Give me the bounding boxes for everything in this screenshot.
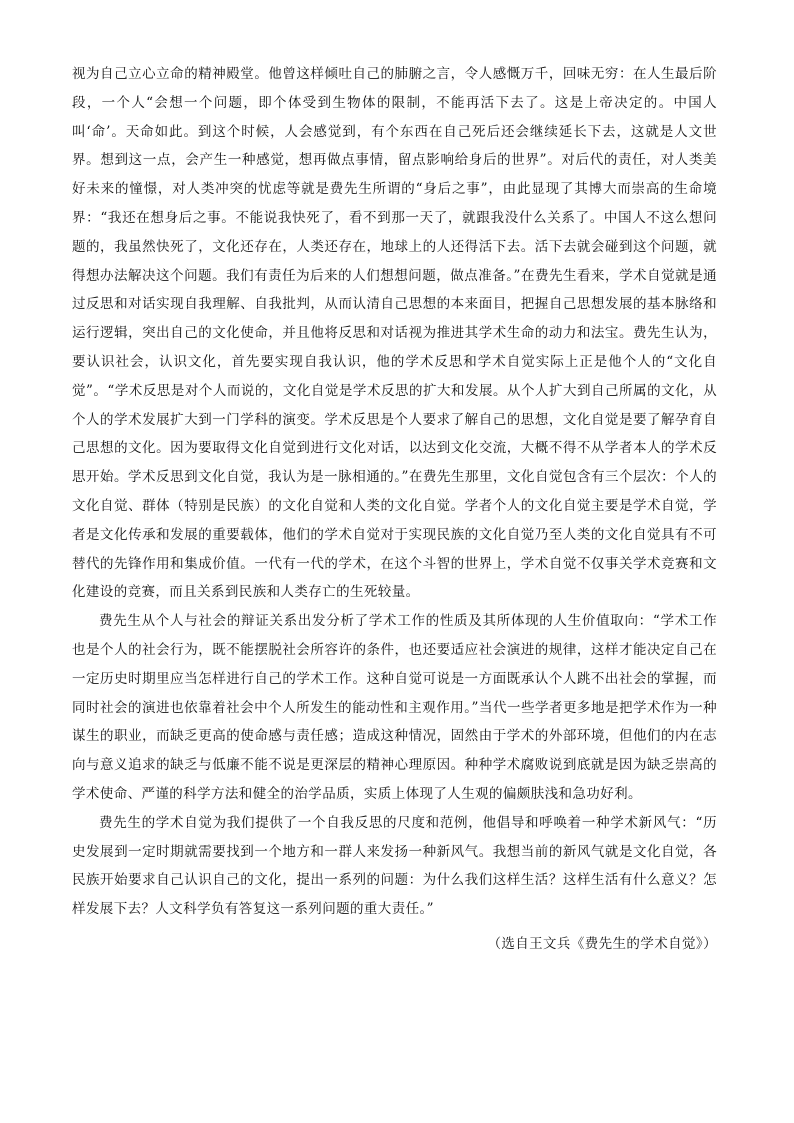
source-citation: （选自王文兵《费先生的学术自觉》） (487, 935, 717, 952)
document-page (72, 60, 717, 959)
paragraph-2: 费先生从个人与社会的辩证关系出发分析了学术工作的性质及其所体现的人生价值取向：“学术工作也是个人的社会行为，既不能摆脱社会所容许的条件，也还要适应社会演进的规律，这样才能决定自己在一定历史时期里应当怎样进行自己的学术工作。这种自觉可说是一方面既承认个人跳不出社会的掌握，而同时社会的演进也依靠着社会中个人所发生的能动性和主观作用。”当代一些学者更多地是把学术作为一种谋生的职业，而缺乏更高的使命感与责任感；造成这种情况，固然由于学术的外部环境，但他们的内在志向与意义追求的缺乏与低廉不能不说是更深层的精神心理原因。种种学术腐败说到底就是因为缺乏崇高的学术使命、严谨的科学方法和健全的治学品质，实质上体现了人生观的偏颇肤浅和急功好利。 (72, 613, 718, 802)
paragraph-3: 费先生的学术自觉为我们提供了一个自我反思的尺度和范例，他倡导和呼唤着一种学术新风气：“历史发展到一定时期就需要找到一个地方和一群人来发扬一种新风气。我想当前的新风气就是文化自觉，各民族开始要求自己认识自己的文化，提出一系列的问题：为什么我们这样生活？这样生活有什么意义？怎样发展下去？人文科学负有答复这一系列问题的重大责任。” (72, 814, 717, 918)
paragraph-1: 视为自己立心立命的精神殿堂。他曾这样倾吐自己的肺腑之言，令人感慨万千，回味无穷：在人生最后阶段，一个人“会想一个问题，即个体受到生物体的限制，不能再活下去了。这是上帝决定的。中国人叫‘命’。天命如此。到这个时候，人会感觉到，有个东西在自己死后还会继续延长下去，这就是人文世界。想到这一点，会产生一种感觉，想再做点事情，留点影响给身后的世界”。对后代的责任，对人类美好未来的憧憬，对人类冲突的忧虑等就是费先生所谓的“身后之事”，由此显现了其博大而崇高的生命境界：“我还在想身后之事。不能说我快死了，看不到那一天了，就跟我没什么关系了。中国人不这么想问题的，我虽然快死了，文化还存在，人类还存在，地球上的人还得活下去。活下去就会碰到这个问题，就得想办法解决这个问题。我们有责任为后来的人们想想问题，做点准备。”在费先生看来，学术自觉就是通过反思和对话实现自我理解、自我批判，从而认清自己思想的本来面目，把握自己思想发展的基本脉络和运行逻辑，突出自己的文化使命，并且他将反思和对话视为推进其学术生命的动力和法宝。费先生认为，要认识社会，认识文化，首先要实现自我认识，他的学术反思和学术自觉实际上正是他个人的“文化自觉”。“学术反思是对个人而说的，文化自觉是学术反思的扩大和发展。从个人扩大到自己所属的文化，从个人的学术发展扩大到一门学科的演变。学术反思是个人要求了解自己的思想，文化自觉是要了解孕育自己思想的文化。因为要取得文化自觉到进行文化对话，以达到文化交流，大概不得不从学者本人的学术反思开始。学术反思到文化自觉，我认为是一脉相通的。”在费先生那里，文化自觉包含有三个层次：个人的文化自觉、群体（特别是民族）的文化自觉和人类的文化自觉。学者个人的文化自觉主要是学术自觉，学者是文化传承和发展的重要载体，他们的学术自觉对于实现民族的文化自觉乃至人类的文化自觉具有不可替代的先锋作用和集成价值。一代有一代的学术，在这个斗智的世界上，学术自觉不仅事关学术竞赛和文化建设的竞赛，而且关系到民族和人类存亡的生死较量。 (72, 66, 717, 601)
